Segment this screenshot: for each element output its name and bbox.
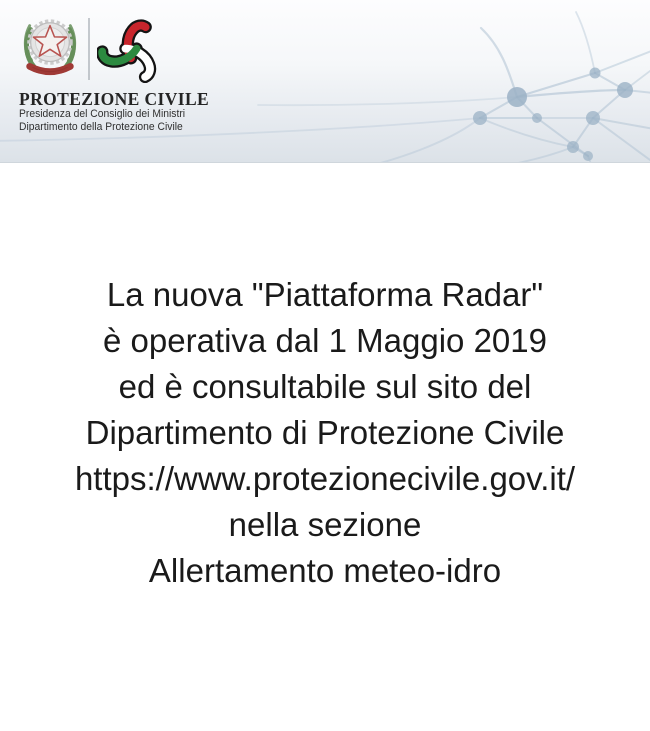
- brand-subline-presidenza: Presidenza del Consiglio dei Ministri: [19, 108, 186, 120]
- announcement-line-1: La nuova "Piattaforma Radar": [106, 276, 544, 313]
- announcement-line-3: ed è consultabile sul sito del: [118, 368, 532, 405]
- brand-divider: [88, 18, 90, 80]
- announcement-text: [0, 272, 650, 594]
- header-brand[interactable]: [0, 0, 260, 162]
- site-url-link[interactable]: https://www.protezionecivile.gov.it/: [74, 460, 576, 497]
- brand-wordmark: PROTEZIONE CIVILE: [19, 89, 210, 109]
- brand-subline-dipartimento: Dipartimento della Protezione Civile: [19, 120, 183, 133]
- announcement-line-4: Dipartimento di Protezione Civile: [85, 414, 565, 451]
- protezione-civile-triskelion-icon: [97, 17, 165, 83]
- announcement-line-6: nella sezione: [228, 506, 422, 543]
- announcement-line-2: è operativa dal 1 Maggio 2019: [103, 322, 547, 359]
- site-header: [0, 0, 650, 163]
- italian-republic-emblem-icon: [19, 9, 81, 83]
- brand-sublines: [19, 108, 245, 133]
- announcement-line-7: Allertamento meteo-idro: [148, 552, 502, 589]
